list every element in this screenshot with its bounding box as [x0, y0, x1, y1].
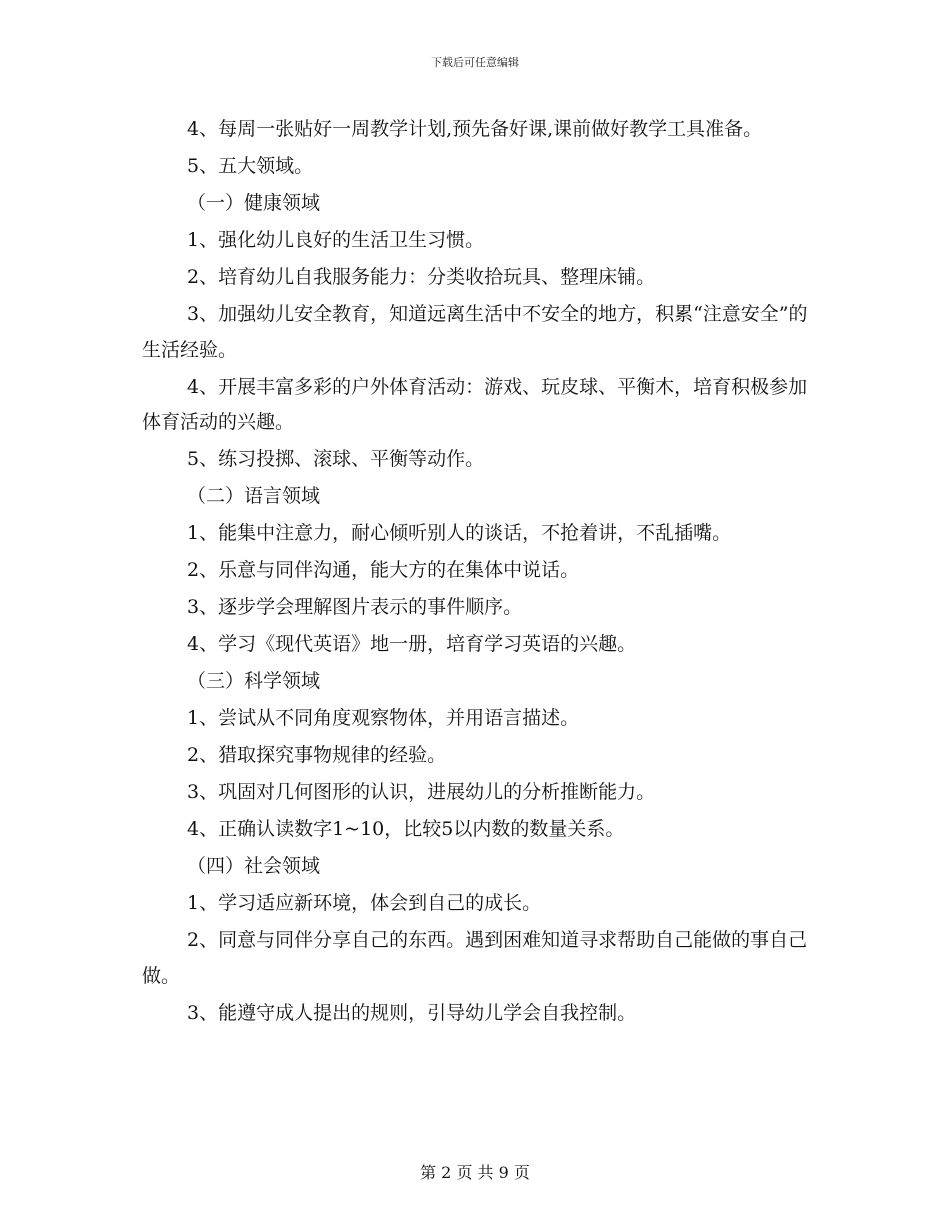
paragraph: 4、每周一张贴好一周教学计划,预先备好课,课前做好教学工具准备。 [187, 118, 763, 140]
paragraph: 4、正确认读数字1~10，比较5以内数的数量关系。 [187, 818, 625, 840]
paragraph: 1、学习适应新环境，体会到自己的成长。 [187, 892, 542, 914]
section-heading: （四）社会领域 [187, 855, 321, 877]
paragraph: 4、开展丰富多彩的户外体育活动：游戏、玩皮球、平衡木，培育积极参加体育活动的兴趣。 [142, 375, 808, 433]
section-heading: （三）科学领域 [187, 670, 321, 692]
document-body [142, 112, 812, 1033]
section-heading: （一）健康领域 [187, 192, 321, 214]
paragraph: 3、能遵守成人提出的规则，引导幼儿学会自我控制。 [187, 1001, 637, 1024]
paragraph: 1、能集中注意力，耐心倾听别人的谈话，不抢着讲，不乱插嘴。 [187, 522, 732, 544]
paragraph: 2、同意与同伴分享自己的东西。遇到困难知道寻求帮助自己能做的事自己做。 [142, 929, 808, 987]
paragraph: 3、逐步学会理解图片表示的事件顺序。 [187, 596, 523, 618]
paragraph: 2、乐意与同伴沟通，能大方的在集体中说话。 [187, 559, 580, 581]
paragraph: 2、培育幼儿自我服务能力：分类收拾玩具、整理床铺。 [187, 266, 656, 288]
section-heading: （二）语言领域 [187, 485, 321, 507]
paragraph: 1、强化幼儿良好的生活卫生习惯。 [187, 229, 485, 251]
paragraph: 2、猎取探究事物规律的经验。 [187, 744, 447, 766]
paragraph: 3、加强幼儿安全教育，知道远离生活中不安全的地方，积累“注意安全”的生活经验。 [142, 303, 808, 361]
page-header: 下载后可任意编辑 [431, 56, 519, 69]
paragraph: 1、尝试从不同角度观察物体，并用语言描述。 [187, 707, 580, 729]
paragraph: 5、五大领域。 [187, 155, 314, 177]
paragraph: 5、练习投掷、滚球、平衡等动作。 [187, 448, 485, 470]
page-footer: 第 2 页 共 9 页 [420, 1163, 530, 1182]
paragraph: 3、巩固对几何图形的认识，进展幼儿的分析推断能力。 [187, 781, 656, 803]
paragraph: 4、学习《现代英语》地一册，培育学习英语的兴趣。 [187, 633, 637, 655]
